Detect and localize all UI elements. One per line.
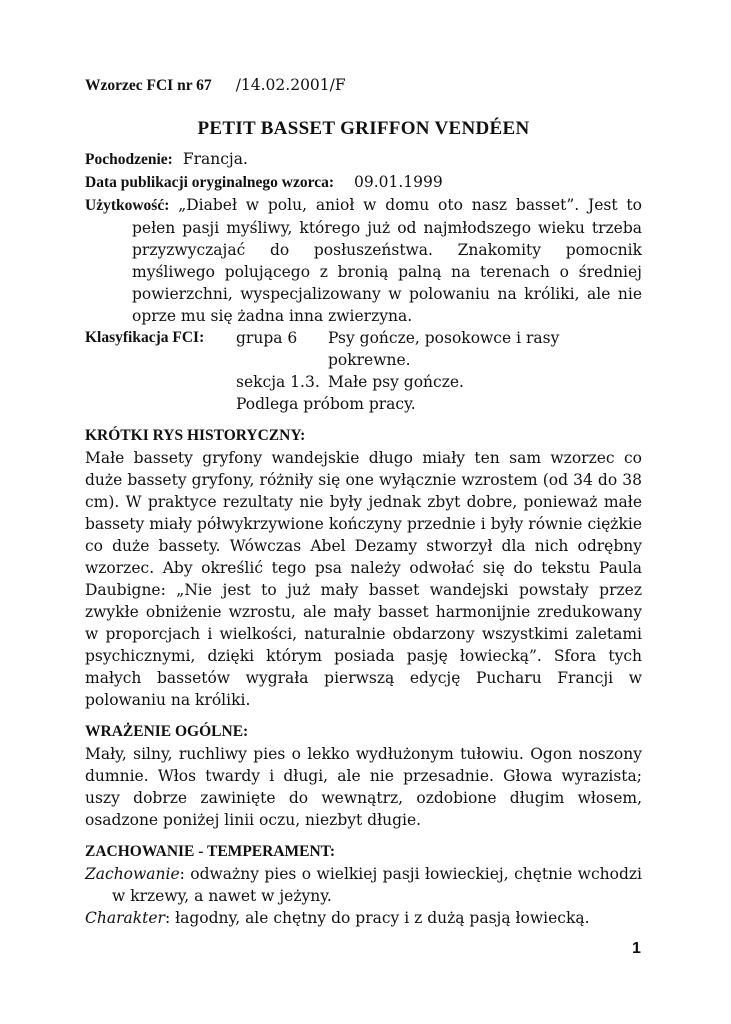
origin-value: Francja. [182,150,248,168]
classification-label: Klasyfikacja FCI: [85,329,205,346]
character-text: : łagodny, ale chętny do pracy i z dużą pasją łowiecką. [164,909,590,927]
utility-text: „Diabeł w polu, anioł w domu oto nasz basset”. Jest to pełen pasji myśliwy, którego już od najmłodszego wieku trzeba przyzwyczajać do posłuszeństwa. Znakomity pomocnik myśliwego polującego z bronią palną na terenach o średniej powierzchni, wyspecjalizowany w polowaniu na króliki, ale nie oprze mu się żadna inna zwierzyna. [132,196,642,325]
behaviour-heading: ZACHOWANIE - TEMPERAMENT: [85,843,336,860]
publication-value: 09.01.1999 [354,173,443,191]
page-number: 1 [632,940,641,957]
document-page [85,74,642,929]
origin-row [85,148,642,171]
standard-number: Wzorzec FCI nr 67 [85,77,212,94]
history-heading: KRÓTKI RYS HISTORYCZNY: [85,427,306,444]
group-code: grupa 6 [236,329,298,347]
behaviour-label: Zachowanie [85,865,180,883]
section-code: sekcja 1.3. [236,373,320,391]
behaviour-paragraph [85,863,642,907]
breed-title: PETIT BASSET GRIFFON VENDÉEN [197,118,530,139]
character-paragraph [85,907,642,929]
publication-label: Data publikacji oryginalnego wzorca: [85,174,334,191]
impression-heading: WRAŻENIE OGÓLNE: [85,723,249,740]
publication-row [85,171,642,194]
group-name: Psy gończe, posokowce i rasy pokrewne. [328,329,560,369]
impression-text: Mały, silny, ruchliwy pies o lekko wydłużonym tułowiu. Ogon noszony dumnie. Włos twardy i długi, ale nie przesadnie. Głowa wyrazista; uszy dobrze zawinięte do wewnątrz, ozdobione długim włosem, osadzone poniżej linii oczu, niezbyt długie. [85,745,642,829]
working-trial-note: Podlega próbom pracy. [236,395,416,413]
standard-date: /14.02.2001/F [235,76,346,94]
history-text: Małe bassety gryfony wandejskie długo miały ten sam wzorzec co duże bassety gryfony, różniły się one wyłącznie wzrostem (od 34 do 38 cm). W praktyce rezultaty nie były jednak zbyt dobre, ponieważ małe bassety miały półwykrzywione kończyny przednie i były równie ciężkie co duże bassety. Wówczas Abel Dezamy stworzył dla nich odrębny wzorzec. Aby określić tego psa należy odwołać się do tekstu Paula Daubigne: „Nie jest to już mały basset wandejski powstały przez zwykłe obniżenie wzrostu, ale mały basset harmonijnie zredukowany w proporcjach i wielkości, naturalnie obdarzony wszystkimi zaletami psychicznymi, dzięki którym posiada pasję łowiecką”. Sfora tych małych bassetów wygrała pierwszą edycję Pucharu Francji w polowaniu na króliki. [85,449,642,709]
utility-paragraph [85,194,642,327]
classification-block [85,327,642,415]
behaviour-text: : odważny pies o wielkiej pasji łowieckiej, chętnie wchodzi w krzewy, a nawet w jeżyny. [112,865,642,905]
section-name: Małe psy gończe. [328,373,464,391]
utility-label: Użytkowość: [85,197,170,214]
document-header [85,74,642,96]
origin-label: Pochodzenie: [85,151,173,168]
character-label: Charakter [85,909,165,927]
